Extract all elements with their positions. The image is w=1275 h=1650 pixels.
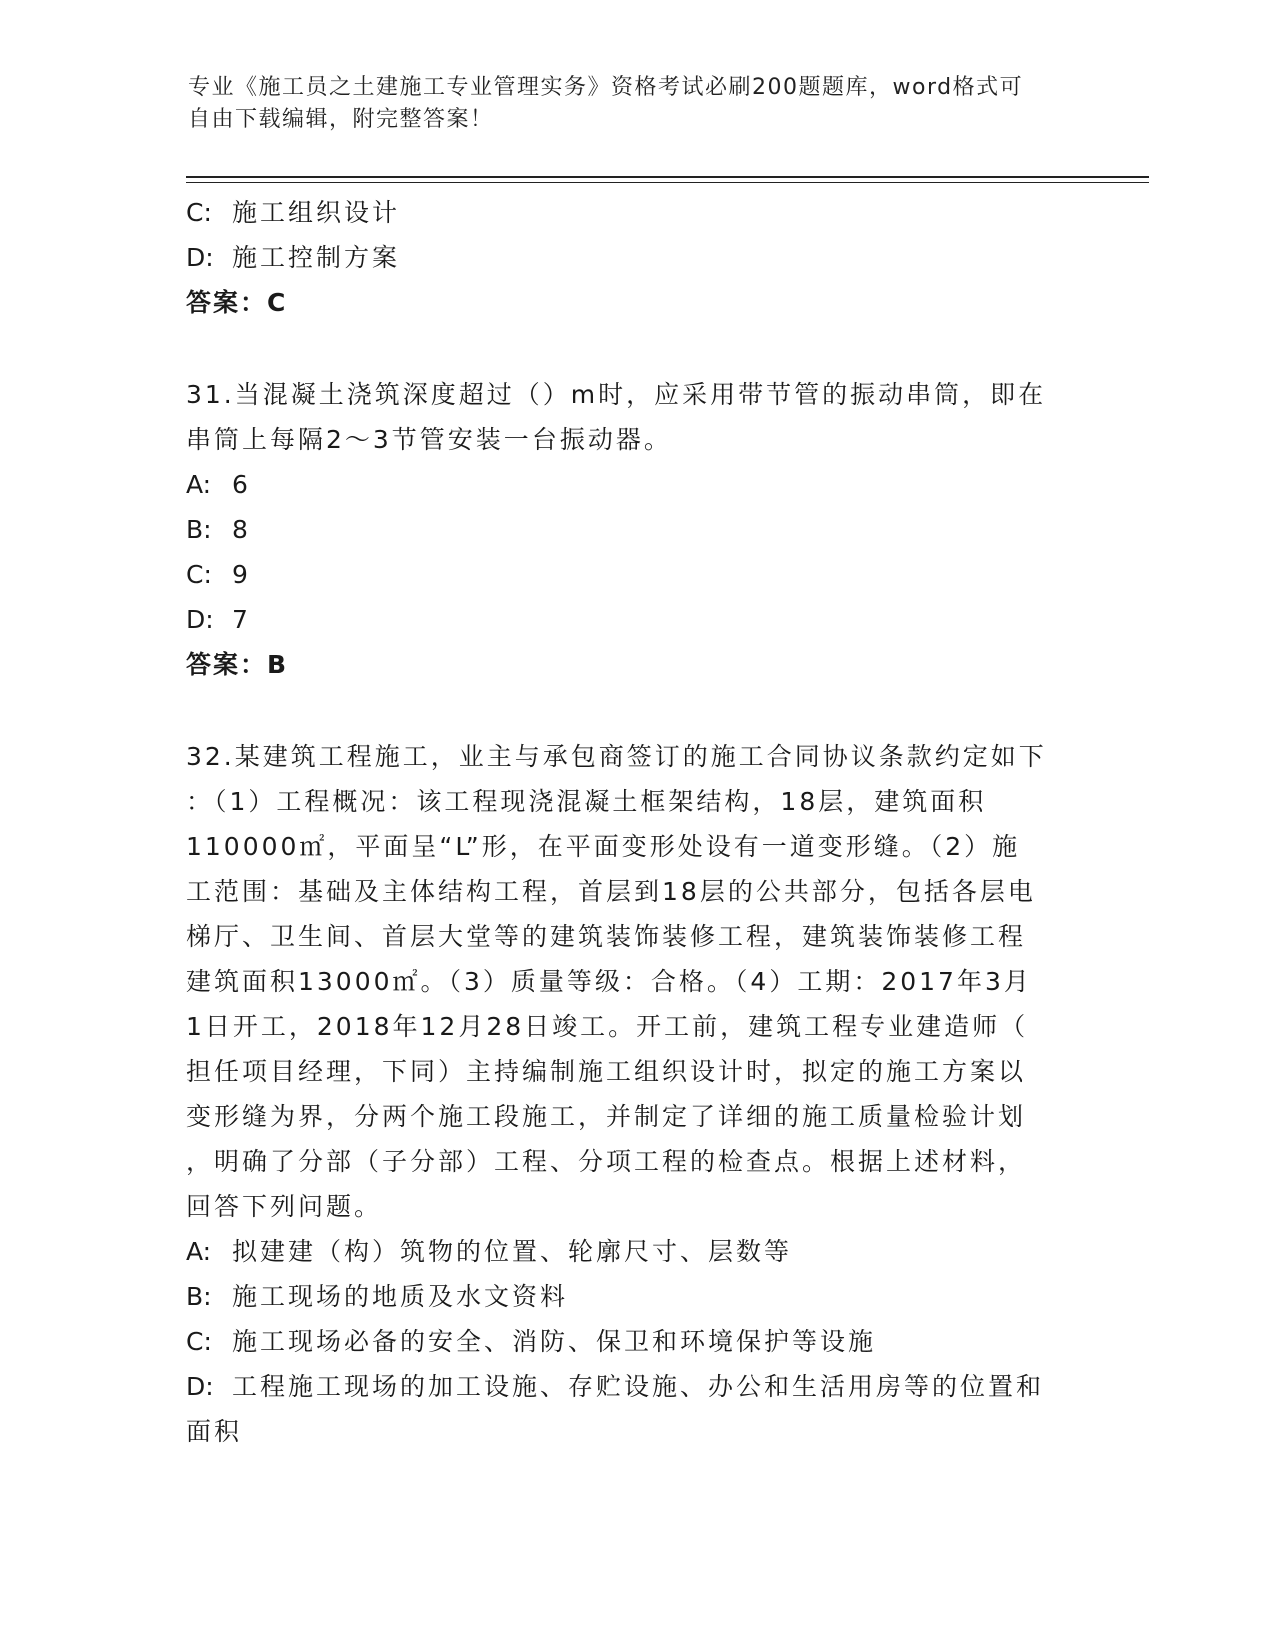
option-letter: C:	[186, 1327, 212, 1356]
option-c	[186, 552, 1086, 597]
option-text: 施工现场的地质及水文资料	[232, 1282, 569, 1311]
option-c	[186, 190, 1086, 235]
option-letter: B:	[186, 1282, 212, 1311]
header-line-2: 自由下载编辑，附完整答案！	[188, 107, 494, 132]
option-d	[186, 597, 1086, 642]
option-b	[186, 1274, 1086, 1319]
spacer	[186, 687, 1086, 734]
option-letter: A:	[186, 1237, 212, 1266]
answer-line: 答案：B	[186, 650, 289, 679]
question-32-line-8: 担任项目经理，下同）主持编制施工组织设计时，拟定的施工方案以	[186, 1057, 1027, 1086]
option-letter: C:	[186, 198, 212, 227]
option-letter: B:	[186, 515, 212, 544]
option-d	[186, 235, 1086, 280]
option-text: 施工控制方案	[232, 243, 401, 272]
option-b	[186, 507, 1086, 552]
question-31-line-1: 31.当混凝土浇筑深度超过（）m时，应采用带节管的振动串筒，即在	[186, 380, 1047, 409]
header-rule-thin	[186, 182, 1149, 183]
option-letter: D:	[186, 243, 214, 272]
option-d-continuation: 面积	[186, 1417, 243, 1446]
question-32-line-10: ，明确了分部（子分部）工程、分项工程的检查点。根据上述材料，	[186, 1147, 1027, 1176]
option-letter: D:	[186, 605, 214, 634]
document-body	[186, 190, 1086, 1454]
question-32-line-11: 回答下列问题。	[186, 1192, 383, 1221]
option-letter: A:	[186, 470, 212, 499]
option-d	[186, 1364, 1086, 1409]
option-c	[186, 1319, 1086, 1364]
option-text: 拟建建（构）筑物的位置、轮廓尺寸、层数等	[232, 1237, 793, 1266]
option-text: 8	[232, 515, 251, 544]
option-text: 施工现场必备的安全、消防、保卫和环境保护等设施	[232, 1327, 877, 1356]
question-32-line-4: 工范围：基础及主体结构工程，首层到18层的公共部分，包括各层电	[186, 877, 1036, 906]
option-text: 9	[232, 560, 251, 589]
option-text: 工程施工现场的加工设施、存贮设施、办公和生活用房等的位置和	[232, 1372, 1045, 1401]
question-32-line-6: 建筑面积13000㎡。（3）质量等级：合格。（4）工期：2017年3月	[186, 967, 1032, 996]
option-a	[186, 462, 1086, 507]
question-31-line-2: 串筒上每隔2～3节管安装一台振动器。	[186, 425, 672, 454]
header-line-1: 专业《施工员之土建施工专业管理实务》资格考试必刷200题题库，word格式可	[188, 75, 1024, 100]
answer-line: 答案：C	[186, 288, 288, 317]
option-letter: C:	[186, 560, 212, 589]
spacer	[186, 325, 1086, 372]
question-32-line-7: 1日开工，2018年12月28日竣工。开工前，建筑工程专业建造师（	[186, 1012, 1029, 1041]
option-text: 7	[232, 605, 251, 634]
option-letter: D:	[186, 1372, 214, 1401]
question-32-line-9: 变形缝为界，分两个施工段施工，并制定了详细的施工质量检验计划	[186, 1102, 1027, 1131]
question-32-line-1: 32.某建筑工程施工，业主与承包商签订的施工合同协议条款约定如下	[186, 742, 1047, 771]
option-text: 施工组织设计	[232, 198, 401, 227]
question-32-line-2: ：（1）工程概况：该工程现浇混凝土框架结构，18层，建筑面积	[186, 787, 987, 816]
option-a	[186, 1229, 1086, 1274]
question-32-line-5: 梯厅、卫生间、首层大堂等的建筑装饰装修工程，建筑装饰装修工程	[186, 922, 1027, 951]
document-header	[188, 72, 1068, 136]
question-32-line-3: 110000㎡，平面呈“L”形，在平面变形处设有一道变形缝。（2）施	[186, 832, 1021, 861]
header-rule-thick	[186, 176, 1149, 178]
option-text: 6	[232, 470, 251, 499]
